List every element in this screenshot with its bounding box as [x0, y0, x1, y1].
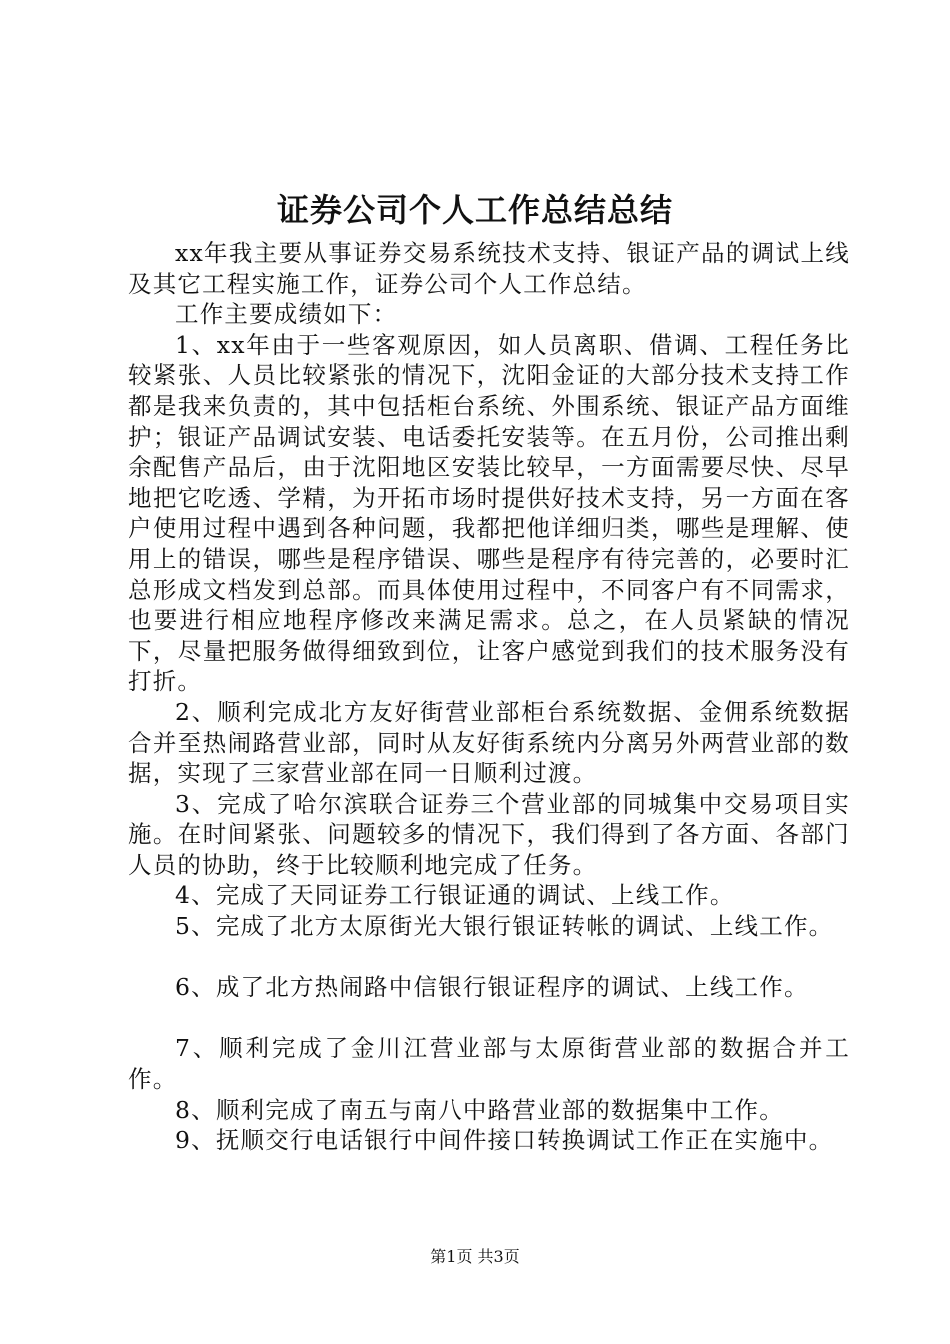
paragraph-achievements-heading: 工作主要成绩如下： [175, 300, 398, 329]
paragraph-item-7: 7、顺利完成了金川江营业部与太原街营业部的数据合并工作。 [128, 1034, 850, 1094]
paragraph-item-4: 4、完成了天同证券工行银证通的调试、上线工作。 [175, 881, 735, 910]
paragraph-item-9: 9、抚顺交行电话银行中间件接口转换调试工作正在实施中。 [175, 1126, 834, 1155]
document-title: 证券公司个人工作总结总结 [276, 191, 673, 229]
paragraph-item-6: 6、成了北方热闹路中信银行银证程序的调试、上线工作。 [175, 973, 809, 1002]
paragraph-item-2: 2、顺利完成北方友好街营业部柜台系统数据、金佣系统数据合并至热闹路营业部，同时从友好街系统内分离另外两营业部的数据，实现了三家营业部在同一日顺利过渡。 [128, 697, 850, 788]
page-footer: 第1页 共3页 [430, 1247, 520, 1266]
paragraph-item-3: 3、完成了哈尔滨联合证券三个营业部的同城集中交易项目实施。在时间紧张、问题较多的情况下，我们得到了各方面、各部门人员的协助，终于比较顺利地完成了任务。 [128, 789, 850, 879]
paragraph-item-1: 1、xx年由于一些客观原因，如人员离职、借调、工程任务比较紧张、人员比较紧张的情况下，沈阳金证的大部分技术支持工作都是我来负责的，其中包括柜台系统、外围系统、银证产品方面维护；银证产品调试安装、电话委托安装等。在五月份，公司推出剩余配售产品后，由于沈阳地区安装比较早，一方面需要尽快、尽早地把它吃透、学精，为开拓市场时提供好技术支持，另一方面在客户使用过程中遇到各种问题，我都把他详细归类，哪些是理解、使用上的错误，哪些是程序错误、哪些是程序有待完善的，必要时汇总形成文档发到总部。而具体使用过程中，不同客户有不同需求，也要进行相应地程序修改来满足需求。总之，在人员紧缺的情况下，尽量把服务做得细致到位，让客户感觉到我们的技术服务没有打折。 [128, 330, 850, 696]
document-body [128, 238, 850, 1156]
paragraph-item-5: 5、完成了北方太原街光大银行银证转帐的调试、上线工作。 [175, 912, 834, 941]
paragraph-item-8: 8、顺利完成了南五与南八中路营业部的数据集中工作。 [175, 1095, 784, 1124]
paragraph-intro: xx年我主要从事证券交易系统技术支持、银证产品的调试上线及其它工程实施工作，证券公司个人工作总结。 [128, 239, 850, 298]
